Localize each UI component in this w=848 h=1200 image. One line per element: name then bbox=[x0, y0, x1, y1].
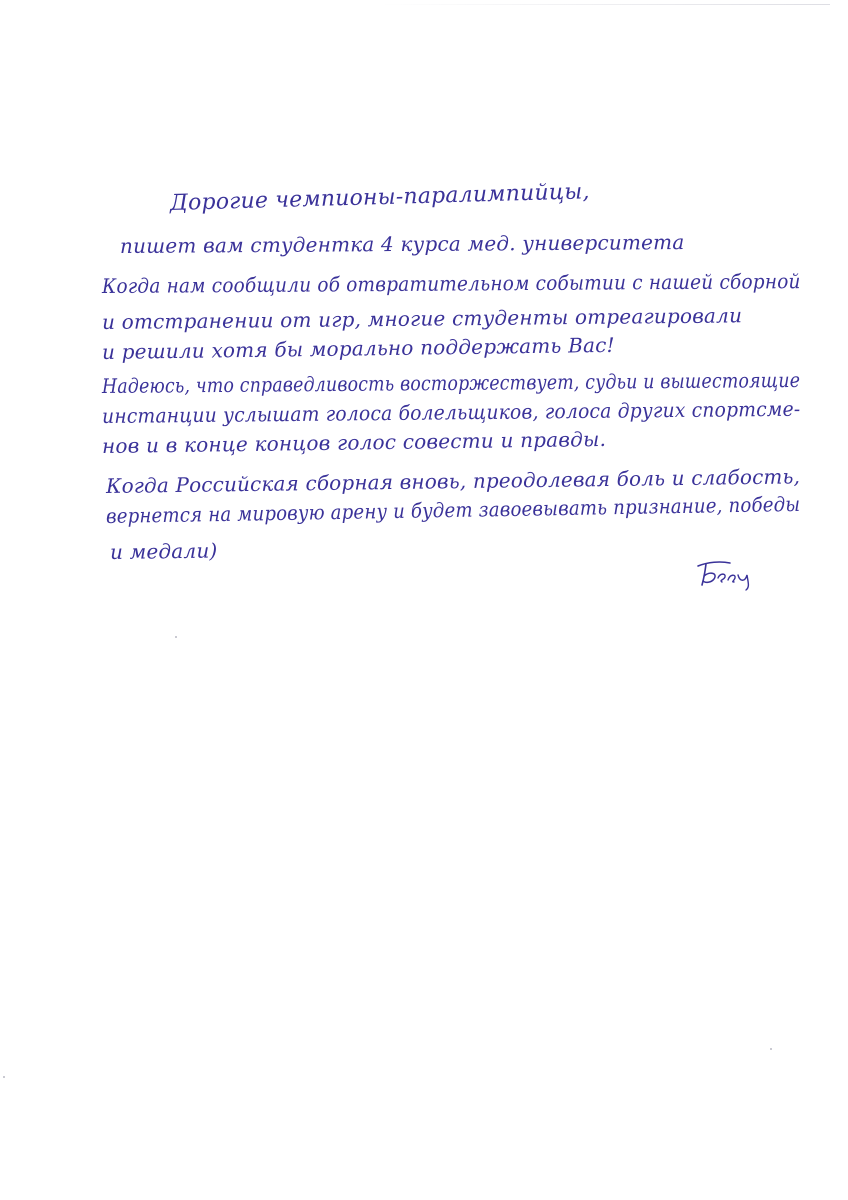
handwritten-signature-icon bbox=[690, 552, 770, 592]
letter-line: нов и в конце концов голос совести и правды. bbox=[101, 426, 607, 458]
letter-line: и медали) bbox=[109, 538, 218, 564]
letter-line: Надеюсь, что справедливость восторжествует, судьи и вышестоящие bbox=[101, 367, 801, 398]
letter-greeting: Дорогие чемпионы-паралимпийцы, bbox=[169, 179, 590, 216]
letter-line: вернется на мировую арену и будет завоевывать признание, победы bbox=[105, 491, 801, 528]
letter-line: Когда нам сообщили об отвратительном событии с нашей сборной bbox=[101, 269, 801, 298]
letter-line: Когда Российская сборная вновь, преодолевая боль и слабость, bbox=[105, 464, 801, 498]
letter-line: и решили хотя бы морально поддержать Вас! bbox=[101, 332, 615, 364]
letter-line: пишет вам студентка 4 курса мед. университета bbox=[119, 230, 685, 258]
letter-line: и отстранении от игр, многие студенты отреагировали bbox=[101, 303, 743, 334]
letter-line: инстанции услышат голоса болельщиков, голоса других спортсме- bbox=[101, 396, 801, 428]
